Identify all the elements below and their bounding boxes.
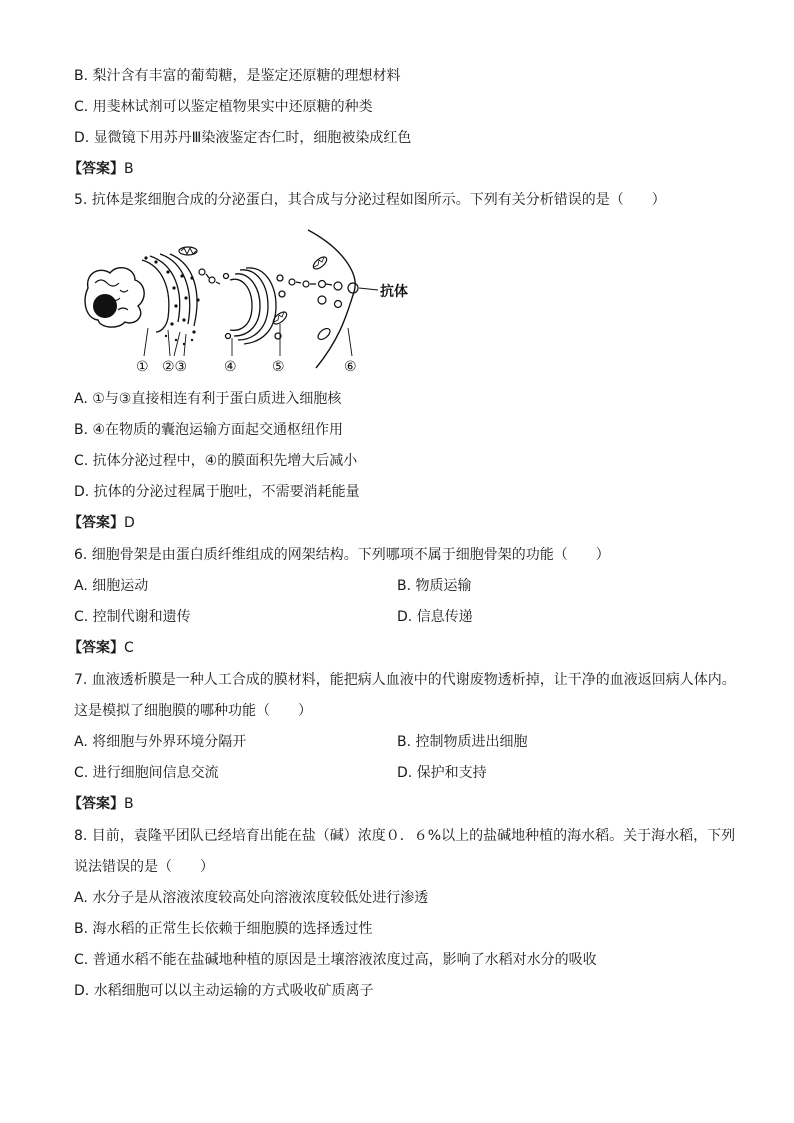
rough-er <box>142 254 197 332</box>
answer-value: D <box>124 515 135 531</box>
cell-secretion-diagram <box>80 228 430 376</box>
answer-label: 【答案】 <box>68 640 124 656</box>
q4-answer <box>68 159 134 179</box>
q6-stem: 6. 细胞骨架是由蛋白质纤维组成的网架结构。下列哪项不属于细胞骨架的功能（ ） <box>74 547 610 563</box>
transport-vesicles <box>199 269 220 284</box>
q6-answer <box>68 638 134 658</box>
label-1: ① <box>136 359 149 375</box>
label-2-3: ②③ <box>162 359 188 375</box>
answer-label: 【答案】 <box>68 796 124 812</box>
answer-value: C <box>124 640 134 656</box>
answer-label: 【答案】 <box>68 161 124 177</box>
q8-stem-line2: 说法错误的是（ ） <box>74 859 214 875</box>
q5-stem: 5. 抗体是浆细胞合成的分泌蛋白，其合成与分泌过程如图所示。下列有关分析错误的是（ ） <box>74 192 666 208</box>
q4-option-b: B. 梨汁含有丰富的葡萄糖，是鉴定还原糖的理想材料 <box>74 68 401 84</box>
golgi-apparatus <box>224 268 286 344</box>
answer-value: B <box>124 796 134 812</box>
q7-option-d: D. 保护和支持 <box>397 765 487 781</box>
q5-option-c: C. 抗体分泌过程中，④的膜面积先增大后减小 <box>74 453 358 469</box>
exocytosis-vesicle <box>348 283 358 293</box>
q8-option-c: C. 普通水稻不能在盐碱地种植的原因是土壤溶液浓度过高，影响了水稻对水分的吸收 <box>74 952 597 968</box>
q4-option-c: C. 用斐林试剂可以鉴定植物果实中还原糖的种类 <box>74 99 373 115</box>
q6-option-a: A. 细胞运动 <box>74 578 149 594</box>
q7-option-b: B. 控制物质进出细胞 <box>397 734 528 750</box>
q5-option-a: A. ①与③直接相连有利于蛋白质进入细胞核 <box>74 391 342 407</box>
q8-option-b: B. 海水稻的正常生长依赖于细胞膜的选择透过性 <box>74 921 373 937</box>
label-5: ⑤ <box>272 359 285 375</box>
q5-answer <box>68 513 135 533</box>
q7-option-a: A. 将细胞与外界环境分隔开 <box>74 734 247 750</box>
q7-option-c: C. 进行细胞间信息交流 <box>74 765 219 781</box>
label-6: ⑥ <box>344 359 357 375</box>
answer-label: 【答案】 <box>68 515 124 531</box>
q7-answer <box>68 794 134 814</box>
q8-option-a: A. 水分子是从溶液浓度较高处向溶液浓度较低处进行渗透 <box>74 890 429 906</box>
nucleus <box>85 268 144 327</box>
secretory-vesicles <box>289 279 342 308</box>
plasma-membrane <box>308 230 355 368</box>
q5-option-b: B. ④在物质的囊泡运输方面起交通枢纽作用 <box>74 422 344 438</box>
ribosomes <box>144 256 199 345</box>
q5-option-d: D. 抗体的分泌过程属于胞吐，不需要消耗能量 <box>74 484 360 500</box>
q6-option-c: C. 控制代谢和遗传 <box>74 609 191 625</box>
q8-option-d: D. 水稻细胞可以以主动运输的方式吸收矿质离子 <box>74 983 374 999</box>
antibody-label: 抗体 <box>380 284 408 300</box>
q6-option-d: D. 信息传递 <box>397 609 473 625</box>
q7-stem-line1: 7. 血液透析膜是一种人工合成的膜材料，能把病人血液中的代谢废物透析掉，让干净的血液返回病人体内。 <box>74 672 736 688</box>
answer-value: B <box>124 161 134 177</box>
q8-stem-line1: 8. 目前，袁隆平团队已经培育出能在盐（碱）浓度０．６%以上的盐碱地种植的海水稻。关于海水稻，下列 <box>74 828 736 844</box>
q6-option-b: B. 物质运输 <box>397 578 472 594</box>
q7-stem-line2: 这是模拟了细胞膜的哪种功能（ ） <box>74 703 312 719</box>
q4-option-d: D. 显微镜下用苏丹Ⅲ染液鉴定杏仁时，细胞被染成红色 <box>74 130 412 146</box>
label-4: ④ <box>224 359 237 375</box>
